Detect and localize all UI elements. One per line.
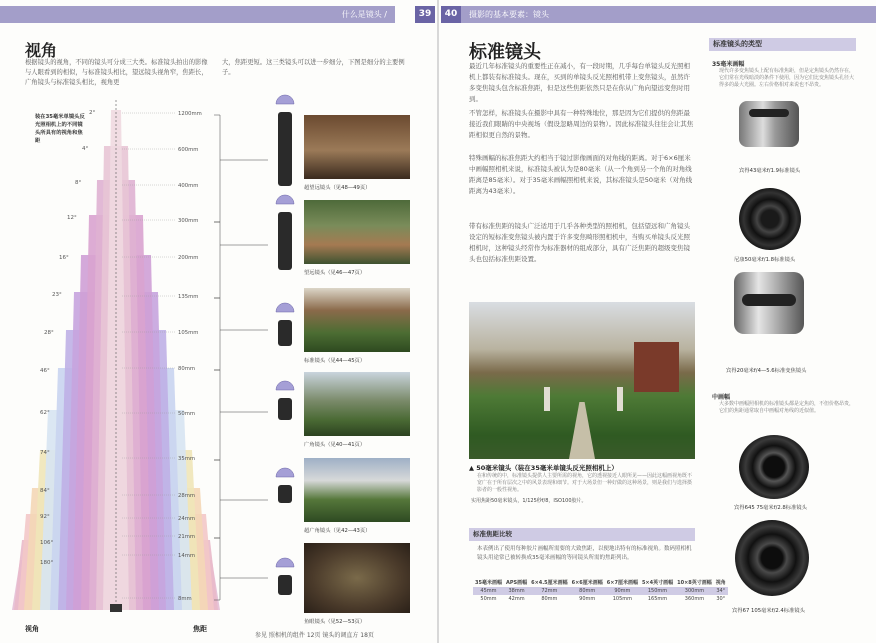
focal-label: 35mm (178, 456, 196, 462)
table-cell: 80mm (541, 596, 558, 602)
lens-icon (278, 112, 292, 186)
table-cell: 300mm (684, 588, 705, 594)
table-cell: 10×8英寸画幅 (677, 580, 712, 586)
table-header-row (473, 578, 728, 587)
table-cell: 6×7厘米画幅 (606, 580, 638, 586)
angle-label: 46° (40, 368, 50, 374)
nikon-50mm-lens (739, 188, 801, 250)
caption-ultra-wide: 超广角镜头（见42—43页） (304, 528, 371, 534)
lens-icon (278, 398, 292, 420)
caption-telephoto: 望远镜头（见46—47页） (304, 270, 366, 276)
fisheye-photo (304, 543, 410, 613)
table-cell: 视角 (715, 580, 726, 586)
table-cell: 6×6厘米画幅 (571, 580, 603, 586)
body-paragraph-2: 不管怎样，标准镜头在摄影中具有一种特殊地位，那是因为它们提供的焦距最接近我们眼睛的中央视场（假设忽略周边的景物）。因此标准镜头往往会让其焦距相似更自然的景物。 (469, 109, 694, 139)
focal-label: 14mm (178, 553, 196, 559)
angle-label: 4° (82, 146, 89, 152)
angle-label: 92° (40, 514, 50, 520)
right-page-title: 标准镜头 (469, 42, 541, 63)
caption-wide-angle: 广角镜头（见40—41页） (304, 442, 366, 448)
pentax-zoom-lens (734, 272, 804, 334)
left-footer: 参见 照相机的组件 12页 镜头的调直方 18页 (255, 632, 374, 639)
focal-label: 8mm (178, 596, 192, 602)
ultra-wide-photo (304, 458, 410, 522)
table-cell: 360mm (684, 596, 705, 602)
table-cell: 45mm (480, 588, 497, 594)
table-cell: 105mm (612, 596, 633, 602)
table-cell: 6×4.5厘米画幅 (531, 580, 568, 586)
standard-photo (304, 288, 410, 352)
caption-fisheye: 鱼眼镜头（见52—53页） (304, 619, 366, 625)
view-angle-icon (276, 195, 294, 204)
body-paragraph-4: 带有标准焦距的镜头广泛适用于几乎各种类型的照相机，包括望远和广角镜头设定的短标准变焦镜头被内置于许多变焦畸形照相机中，当购买单镜头反光照相机时，这种镜头经常作为标准器材的组成部分，具有广泛焦距的超级变焦镜头也包括标准焦距设置。 (469, 222, 690, 263)
axis-label-angle: 视角 (25, 625, 39, 633)
table-cell: 5×4英寸画幅 (641, 580, 674, 586)
wide-angle-photo (304, 372, 410, 436)
angle-label: 16° (59, 255, 69, 261)
table-cell: 165mm (647, 596, 668, 602)
comparison-table-title: 标准焦距比较 (469, 528, 695, 541)
table-cell: 90mm (579, 596, 596, 602)
focal-label: 28mm (178, 493, 196, 499)
angle-label: 28° (44, 330, 54, 336)
sidebar-section-35mm: 35毫米画幅 (712, 61, 745, 68)
angle-label: 23° (52, 292, 62, 298)
angle-label: 106° (40, 540, 54, 546)
right-page-number: 40 (441, 6, 461, 23)
focal-label: 50mm (178, 411, 196, 417)
body-paragraph-1: 最近几年标准镜头的重要性正在减小，有一段时期，几乎每台单镜头反光照相机上都装有标准镜头。现在，买到的单镜头反光照相机带上变焦镜头，虽然许多变焦镜头包含标准焦距，但是这些焦距依然只是在你从广角向望远变焦时用到。 (469, 62, 690, 103)
table-cell: 35毫米画幅 (475, 580, 502, 586)
sidebar-section-medium: 中画幅 (712, 394, 731, 401)
view-angle-icon (276, 95, 294, 104)
focal-comparison-table (473, 578, 728, 603)
focal-label: 135mm (178, 294, 199, 300)
group-bracket (214, 115, 220, 222)
right-running-header: 摄影的基本要素：镜头 (461, 6, 876, 23)
focal-label: 600mm (178, 147, 199, 153)
standard-lens-garden-photo (469, 302, 695, 459)
table-cell: 30° (716, 596, 726, 602)
right-page (439, 0, 876, 643)
lens-caption-4: 宾得645 75毫米f/2.8标准镜头 (734, 505, 807, 511)
telephoto-photo (304, 200, 410, 264)
sidebar-medium-text: 大多数中画幅照相机的标准镜头都是定焦的，不但价格昂贵，它们的焦距通常取自中画幅对角线的近似值。 (719, 401, 855, 414)
focal-label: 1200mm (178, 111, 202, 117)
angle-label: 62° (40, 410, 50, 416)
diagram-note: 装在35毫米单镜头反光照相机上的不同镜头所具有的视角和焦距 (35, 114, 85, 144)
sidebar-title: 标准镜头的类型 (709, 38, 856, 51)
table-cell: 80mm (579, 588, 596, 594)
view-angle-icon (276, 558, 294, 567)
table-row (473, 595, 728, 603)
focal-label: 300mm (178, 218, 199, 224)
axis-label-focal: 焦距 (193, 625, 207, 633)
lens-caption-1: 宾得43毫米f/1.9标准镜头 (739, 168, 801, 174)
angle-label: 180° (40, 560, 54, 566)
comparison-table-intro: 本表例出了使用每种胶片画幅所需要的大致焦距，以便地出特有的标准视角。数码照相机镜头用途常已被转换成35毫米画幅的等同镜头所需的焦距列出。 (477, 546, 692, 561)
angle-label: 84° (40, 488, 50, 494)
focal-label: 24mm (178, 516, 196, 522)
table-cell: 150mm (647, 588, 668, 594)
group-bracket (214, 298, 220, 370)
left-page-number: 39 (415, 6, 435, 23)
group-bracket (214, 460, 220, 538)
table-cell: 50mm (480, 596, 497, 602)
body-paragraph-3: 特殊画幅的标准焦距大约相当于镜过影像画面的对角线的距离。对于6×6厘米中画幅照相机来说，标准镜头被认为是80毫米（从一个角到另一个角的对角线距离是85毫米）。对于35毫米画幅照相机来说，其标准镜头是50毫米（对角线距离为43毫米）。 (469, 154, 693, 195)
pentax-645-lens (739, 435, 809, 499)
photo-caption-title: ▲ 50毫米镜头（装在35毫米单镜头反光照相机上） (469, 464, 618, 472)
table-cell: 38mm (508, 588, 525, 594)
lens-icon (278, 212, 292, 270)
sidebar-35mm-text: 现代许多变焦镜头上配有标准焦距，但是定焦镜头仍然存在，它们常在光线暗淡的条件下使用，因为它们比变焦镜头孔径大得多的最大光圈。左右价格相对来说也不昂贵。 (719, 68, 855, 88)
intro-paragraph-1: 根据镜头的视角，不同的镜头可分成三大类。标准镜头拍出的影像与人眼看到的相似，与标准镜头相比，望远镜头视角窄，焦距长，广角镜头与标准镜头相比，视角更 (25, 59, 208, 86)
focal-label: 80mm (178, 366, 196, 372)
left-page (0, 0, 437, 643)
lens-icon (278, 320, 292, 346)
left-running-header: 什么是镜头 / (0, 6, 395, 23)
angle-label: 74° (40, 450, 50, 456)
lens-caption-2: 尼康50毫米f/1.8标准镜头 (734, 257, 796, 263)
angle-label: 8° (75, 180, 82, 186)
lens-caption-3: 宾得20毫米f/4—5.6标准变焦镜头 (726, 368, 807, 374)
intro-paragraph-2: 大，焦距更短。这三类镜头可以进一步细分，下图是细分的主要例子。 (222, 59, 405, 76)
angle-label: 12° (67, 215, 77, 221)
focal-label: 400mm (178, 183, 199, 189)
table-cell: 72mm (541, 588, 558, 594)
table-cell: 42mm (508, 596, 525, 602)
focal-label: 105mm (178, 330, 199, 336)
lens-icon (278, 485, 292, 503)
table-cell: APS画幅 (505, 580, 528, 586)
photo-caption-spec: 实用焦距50毫米镜头，1/125秒f/8，ISO100胶片。 (471, 498, 587, 504)
lens-caption-5: 宾得67 105毫米f/2.4标准镜头 (732, 608, 805, 614)
caption-standard: 标准镜头（见44—45页） (304, 358, 366, 364)
super-telephoto-photo (304, 115, 410, 179)
caption-super-telephoto: 超望远镜头（见48—49页） (304, 185, 371, 191)
pentax-43mm-lens (739, 101, 799, 147)
left-page-title: 视角 (25, 41, 58, 60)
view-angle-icon (276, 303, 294, 312)
group-bracket (214, 222, 220, 298)
pentax-67-lens (735, 520, 809, 596)
table-cell: 90mm (614, 588, 631, 594)
table-cell: 34° (716, 588, 726, 594)
focal-label: 21mm (178, 534, 196, 540)
view-angle-icon (276, 381, 294, 390)
table-row (473, 587, 728, 595)
group-bracket (214, 370, 220, 460)
lens-icon (278, 575, 292, 595)
angle-label: 2° (89, 110, 96, 116)
camera-icon (110, 604, 122, 612)
focal-label: 200mm (178, 255, 199, 261)
view-angle-icon (276, 468, 294, 477)
photo-caption-text: 在和传统的中，标准镜头提供人主要所需的视角，它的透视接近人眼所见——因此这幅画视角既不宽广在于所有层次之中的风景表现和细节。对于大场景但一种好做的这种场景，则是我们与选择摄影者的一般性视角。 (477, 473, 693, 493)
